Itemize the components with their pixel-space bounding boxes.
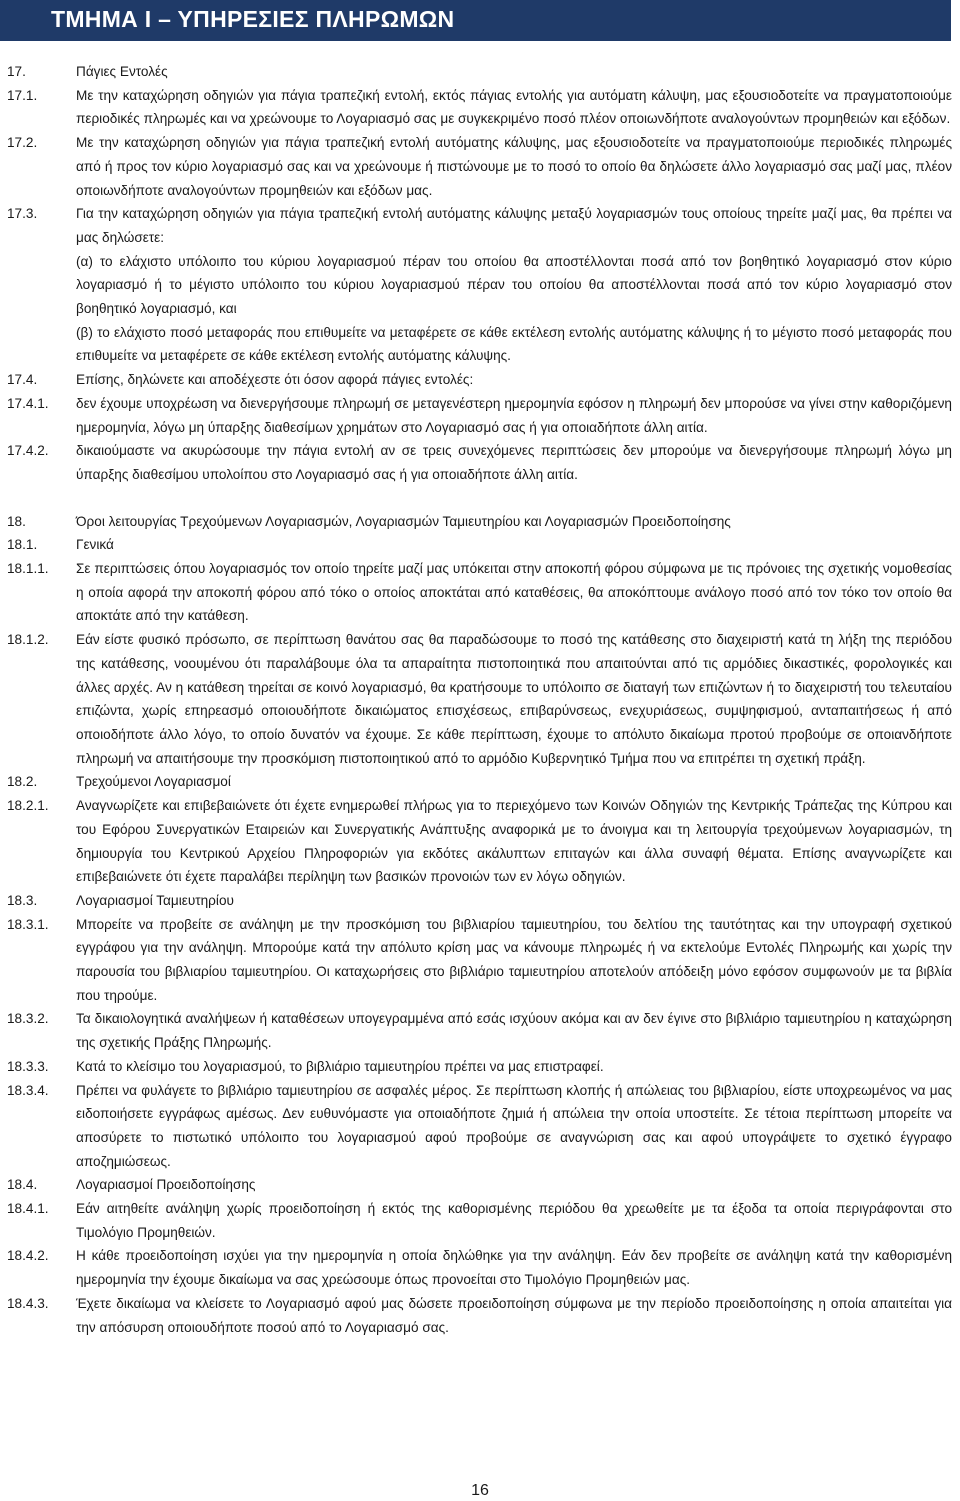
clause <box>7 1244 952 1291</box>
clause-number: 18.1.1. <box>7 561 49 577</box>
clause-text <box>76 1079 952 1174</box>
document-body <box>7 60 952 1339</box>
clause <box>7 1292 952 1339</box>
clause-text <box>76 628 952 770</box>
clause-paragraph: Για την καταχώρηση οδηγιών για πάγια τραπεζική εντολή αυτόματης κάλυψης μεταξύ λογαριασμών τους οποίους τηρείτε μαζί μας, θα πρέπει να μας δηλώσετε: <box>76 206 952 245</box>
clause <box>7 439 952 486</box>
clause-text <box>76 1292 952 1339</box>
clause-number: 18. <box>7 513 26 529</box>
clause <box>7 557 952 628</box>
clause <box>7 60 952 84</box>
clause-number: 17.3. <box>7 206 38 222</box>
clause-text <box>76 202 952 368</box>
section-header-bar <box>0 0 951 41</box>
clause-text <box>76 510 952 534</box>
clause-number: 18.2.1. <box>7 798 49 814</box>
clause-number: 18.3.4. <box>7 1082 49 1098</box>
clause-number: 18.3.2. <box>7 1011 49 1027</box>
clause-text <box>76 368 952 392</box>
clause-paragraph: Τα δικαιολογητικά αναλήψεων ή καταθέσεων υπογεγραμμένα από εσάς ισχύουν ακόμα και αν δεν έγινε στο βιβλιάριο ταμιευτηρίου η καταχώρηση της σχετικής Πράξης Πληρωμής. <box>76 1011 952 1051</box>
clause-number: 17.1. <box>7 87 38 103</box>
clause-paragraph: (β) το ελάχιστο ποσό μεταφοράς που επιθυμείτε να μεταφέρετε σε κάθε εκτέλεση εντολής αυτόματης κάλυψης ή το μέγιστο ποσό μεταφοράς που επιθυμείτε να μεταφέρετε σε κάθε εκτέλεση εντολής αυτόματης κάλυψης. <box>76 324 952 364</box>
clause-text <box>76 889 952 913</box>
clause-number: 17.4.1. <box>7 395 49 411</box>
clause <box>7 533 952 557</box>
clause-paragraph: (α) το ελάχιστο υπόλοιπο του κύριου λογαριασμού πέραν του οποίου θα αποστέλλονται ποσά από τον βοηθητικό λογαριασμό στον κύριο λογαριασμό ή το μέγιστο υπόλοιπο του κύριου λογαριασμού πέραν του οποίου θα αποστέλλονται ποσά από τον κύριο λογαριασμό στον βοηθητικό λογαριασμό, και <box>76 253 952 317</box>
clause <box>7 510 952 534</box>
clause <box>7 392 952 439</box>
clause-text <box>76 84 952 131</box>
clause <box>7 1007 952 1054</box>
clause-paragraph: Εάν αιτηθείτε ανάληψη χωρίς προειδοποίηση ή εκτός της καθορισμένης περιόδου θα χρεωθείτε με τα έξοδα τα οποία περιγράφονται στο Τιμολόγιο Προμηθειών. <box>76 1201 952 1240</box>
clause <box>7 1055 952 1079</box>
clause-number: 17.4. <box>7 372 38 388</box>
clause <box>7 368 952 392</box>
clause-number: 18.2. <box>7 774 38 790</box>
clause-paragraph: Πάγιες Εντολές <box>76 64 168 79</box>
clause-number: 18.4.2. <box>7 1248 49 1264</box>
clause <box>7 202 952 368</box>
clause-text <box>76 1244 952 1291</box>
clause-text <box>76 60 952 84</box>
clause-text <box>76 439 952 486</box>
clause-text <box>76 1007 952 1054</box>
clause-number: 18.4.1. <box>7 1201 49 1217</box>
clause-paragraph: Μπορείτε να προβείτε σε ανάληψη με την προσκόμιση του βιβλιαρίου ταμιευτηρίου, του δελτίου της ταυτότητας και την υπογραφή σχετικού εγγράφου για την ανάληψη. Μπορούμε κατά την απόλυτο κρίση μας να κάνουμε πληρωμές ή να εκτελούμε Εντολές Πληρωμής και χωρίς την παρουσία του βιβλιαρίου ταμιευτηρίου. Οι καταχωρήσεις στο βιβλιάριο ταμιευτηρίου αποτελούν απόδειξη μόνο εφόσον συμφωνούν με τα βιβλία που τηρούμε. <box>76 916 952 1003</box>
section-title: ΤΜΗΜΑ Ι – ΥΠΗΡΕΣΙΕΣ ΠΛΗΡΩΜΩΝ <box>51 6 455 32</box>
clause <box>7 913 952 1008</box>
clause <box>7 628 952 770</box>
clause-text <box>76 1055 952 1079</box>
clause <box>7 889 952 913</box>
clause <box>7 1197 952 1244</box>
clause-paragraph: Γενικά <box>76 537 114 553</box>
clause-number: 18.4. <box>7 1177 38 1193</box>
clause-number: 18.3.3. <box>7 1058 49 1074</box>
clause-number: 18.1.2. <box>7 632 49 648</box>
clause-paragraph: Αναγνωρίζετε και επιβεβαιώνετε ότι έχετε ενημερωθεί πλήρως για το περιεχόμενο των Κοινών Οδηγιών της Κεντρικής Τράπεζας της Κύπρου και του Εφόρου Συνεργατικών Εταιρειών και Συνεργατικής Ανάπτυξης αναφορικά με το άνοιγμα και τη λειτουργία τρεχούμενων λογαριασμών, τη δημιουργία του Κεντρικού Αρχείου Πληροφοριών για εκδότες ακάλυπτων επιταγών και άλλα συναφή θέματα. Επίσης αναγνωρίζετε και επιβεβαιώνετε ότι έχετε παραλάβει περίληψη των βασικών προνοιών των εν λόγω οδηγιών. <box>76 798 952 885</box>
section-spacer <box>7 487 952 510</box>
clause-text <box>76 1173 952 1197</box>
clause-number: 18.3. <box>7 892 38 908</box>
clause-number: 18.3.1. <box>7 916 49 932</box>
clause <box>7 770 952 794</box>
clause-text <box>76 131 952 202</box>
clause-paragraph: Λογαριασμοί Ταμιευτηρίου <box>76 892 234 908</box>
clause-paragraph: Έχετε δικαίωμα να κλείσετε το Λογαριασμό αφού μας δώσετε προειδοποίηση σύμφωνα με την περίοδο προειδοποίησης η οποία απαιτείται για την απόσυρση οποιουδήποτε ποσού από το Λογαριασμό σας. <box>76 1295 952 1335</box>
clause-text <box>76 557 952 628</box>
clause-number: 17.4.2. <box>7 443 49 459</box>
clause <box>7 131 952 202</box>
clause <box>7 1173 952 1197</box>
clause <box>7 794 952 889</box>
clause-paragraph: Πρέπει να φυλάγετε το βιβλιάριο ταμιευτηρίου σε ασφαλές μέρος. Σε περίπτωση κλοπής ή απώλειας του βιβλιαρίου, είστε υποχρεωμένος να μας ειδοποιήσετε εγγράφως αμέσως. Δεν ευθυνόμαστε για οποιαδήποτε ζημιά ή απώλεια την οποία υποστείτε. Σε τέτοια περίπτωση μπορείτε να αποσύρετε το πιστωτικό υπόλοιπο του λογαριασμού αφού προβούμε σε αναγνώριση σας και αφού υπογράψετε το σχετικό έγγραφο αποζημιώσεως. <box>76 1082 952 1169</box>
clause-paragraph: Επίσης, δηλώνετε και αποδέχεστε ότι όσον αφορά πάγιες εντολές: <box>76 372 474 388</box>
clause-paragraph: Εάν είστε φυσικό πρόσωπο, σε περίπτωση θανάτου σας θα παραδώσουμε το ποσό της κατάθεσης στο διαχειριστή κατά τη λήξη της περιόδου της κατάθεσης, νοουμένου ότι παραλάβουμε όλα τα απαραίτητα πιστοποιητικά που απαιτούνται από τις αρμόδιες δικαστικές, φορολογικές και άλλες αρχές. Αν η κατάθεση τηρείται σε κοινό λογαριασμό, θα κρατήσουμε το υπόλοιπο σε διαταγή των επιζώντων ή το διαχειριστή του τελευταίου επιζώντα, χωρίς επηρεασμό οποιουδήποτε δικαιώματος επισχέσεως, επιβαρύνσεως, ενεχυριάσεως, συμψηφισμού, ανταπαιτήσεως ή από οποιοδήποτε άλλο λόγο, το οποίο δυνατόν να έχουμε. Σε κάθε περίπτωση, έχουμε το απόλυτο δικαίωμα προτού προβούμε σε οποιανδήποτε πληρωμή να απαιτήσουμε την προσκόμιση πιστοποιητικού από το αρμόδιο Κυβερνητικό Τμήμα που να επιτρέπει τη σχετική πράξη. <box>76 632 952 766</box>
clause-number: 17. <box>7 64 26 79</box>
clause-text <box>76 794 952 889</box>
clause-number: 17.2. <box>7 135 38 151</box>
clause-paragraph: Τρεχούμενοι Λογαριασμοί <box>76 774 231 790</box>
clause-paragraph: Με την καταχώρηση οδηγιών για πάγια τραπεζική εντολή, εκτός πάγιας εντολής για αυτόματη κάλυψη, μας εξουσιοδοτείτε να πραγματοποιούμε περιοδικές πληρωμές και να χρεώνουμε το Λογαριασμό σας με συγκεκριμένο ποσό πλέον οποιωνδήποτε αναλογούντων προμηθειών και εξόδων. <box>76 87 952 127</box>
clause-paragraph: Σε περιπτώσεις όπου λογαριασμός τον οποίο τηρείτε μαζί μας υπόκειται στην αποκοπή φόρου σύμφωνα με τις πρόνοιες της σχετικής νομοθεσίας η οποία αφορά την αποκοπή φόρου από τόκο ο οποίος αποκτάται από καταθέσεις, θα αποκόπτουμε ανάλογο ποσό από τον τόκο τον οποίο θα αποκτάτε από την κατάθεση. <box>76 561 952 624</box>
clause-paragraph: Λογαριασμοί Προειδοποίησης <box>76 1177 256 1193</box>
clause-number: 18.1. <box>7 537 38 553</box>
clause-text <box>76 913 952 1008</box>
clause-text <box>76 1197 952 1244</box>
clause-paragraph: Κατά το κλείσιμο του λογαριασμού, το βιβλιάριο ταμιευτηρίου πρέπει να μας επιστραφεί. <box>76 1058 604 1074</box>
clause-text <box>76 770 952 794</box>
clause-text <box>76 392 952 439</box>
clause-paragraph: Όροι λειτουργίας Τρεχούμενων Λογαριασμών, Λογαριασμών Ταμιευτηρίου και Λογαριασμών Προειδοποίησης <box>76 513 731 529</box>
clause-paragraph: δεν έχουμε υποχρέωση να διενεργήσουμε πληρωμή σε μεταγενέστερη ημερομηνία εφόσον η πληρωμή δεν μπορούσε να γίνει στην καθοριζόμενη ημερομηνία, λόγω μη ύπαρξης διαθεσίμων χρημάτων στο Λογαριασμό σας ή για οποιαδήποτε άλλη αιτία. <box>76 395 952 435</box>
clause-paragraph: Η κάθε προειδοποίηση ισχύει για την ημερομηνία η οποία δηλώθηκε για την ανάληψη. Εάν δεν προβείτε σε ανάληψη κατά την καθορισμένη ημερομηνία την έχουμε δικαίωμα να σας χρεώσουμε όπως προνοείται στο Τιμολόγιο Προμηθειών μας. <box>76 1248 952 1288</box>
clause <box>7 84 952 131</box>
page-number: 16 <box>471 1482 489 1499</box>
clause-text <box>76 533 952 557</box>
clause-paragraph: δικαιούμαστε να ακυρώσουμε την πάγια εντολή αν σε τρεις συνεχόμενες περιπτώσεις δεν μπορούμε να διενεργήσουμε πληρωμή λόγω μη ύπαρξης διαθεσίμου υπολοίπου στο Λογαριασμό σας ή για οποιαδήποτε άλλη αιτία. <box>76 443 952 482</box>
clause-paragraph: Με την καταχώρηση οδηγιών για πάγια τραπεζική εντολή αυτόματης κάλυψης, μας εξουσιοδοτείτε να πραγματοποιούμε περιοδικές πληρωμές από ή προς τον κύριο λογαριασμό σας και να χρεώνουμε ή πιστώνουμε με το ποσό το οποίο θα δηλώσετε άλλο λογαριασμό σας μαζί μας, πλέον οποιωνδήποτε αναλογούντων προμηθειών και εξόδων μας. <box>76 135 952 198</box>
clause-number: 18.4.3. <box>7 1295 49 1311</box>
clause <box>7 1079 952 1174</box>
